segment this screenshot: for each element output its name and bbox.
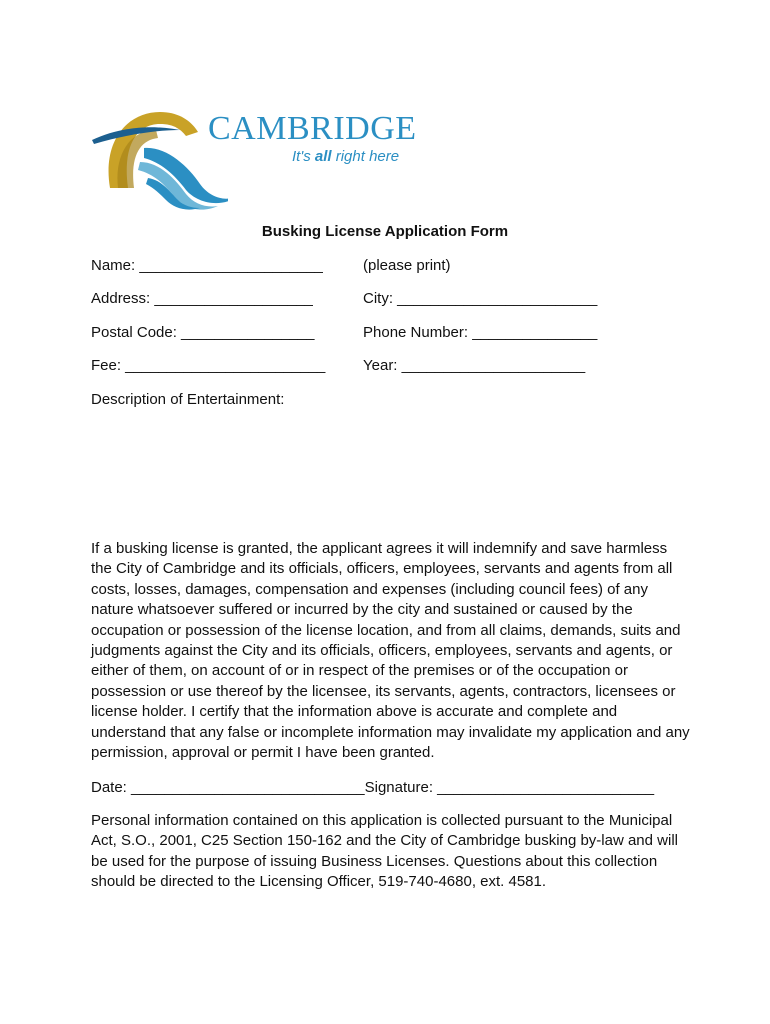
name-field[interactable]: Name: ______________________ [91,257,323,274]
form-title: Busking License Application Form [261,223,509,240]
city-field[interactable]: City: ________________________ [363,290,598,307]
indemnity-paragraph: If a busking license is granted, the applicant agrees it will indemnify and save harmless the City of Cambridge and its officials, officers, employees, servants and agents from all costs, losses, damages, compensation and expenses (including council fees) of any nature whatsoever suffered or incurred by the city and sustained or caused by the occupation or possession of the license location, and from all claims, demands, suits and judgments against the City and its officials, officers, employees, servants and agents, or either of them, on account of or in respect of the premises or of the occupation or possession or use thereof by the licensee, its servants, agents, contractors, licensees or license holder. I certify that the information above is accurate and complete and understand that any false or incomplete information may invalidate my application and any permission, approval or permit I have been granted. [91,540,690,762]
please-print-note: (please print) [363,257,451,274]
logo-tagline [292,148,399,166]
tagline-end: right here [331,148,400,165]
year-field[interactable]: Year: ______________________ [363,357,586,374]
date-signature-line[interactable]: Date: ____________________________Signature: __________________________ [91,779,655,796]
phone-number-field[interactable]: Phone Number: _______________ [363,324,598,341]
address-field[interactable]: Address: ___________________ [91,290,313,307]
postal-code-field[interactable]: Postal Code: ________________ [91,324,315,341]
tagline-start: It's [292,148,315,165]
description-label[interactable]: Description of Entertainment: [91,391,285,408]
wave-emblem-icon [88,100,228,210]
tagline-emphasis: all [314,148,332,165]
fee-field[interactable]: Fee: ________________________ [91,357,326,374]
logo-wordmark: CAMBRIDGE [208,110,417,147]
privacy-notice: Personal information contained on this application is collected pursuant to the Municipal Act, S.O., 2001, C25 Section 150-162 and the City of Cambridge busking by-law and will be used for the purpose of issuing Business Licenses. Questions about this collection should be directed to the Licensing Officer, 519-740-4680, ext. 4581. [91,812,678,891]
